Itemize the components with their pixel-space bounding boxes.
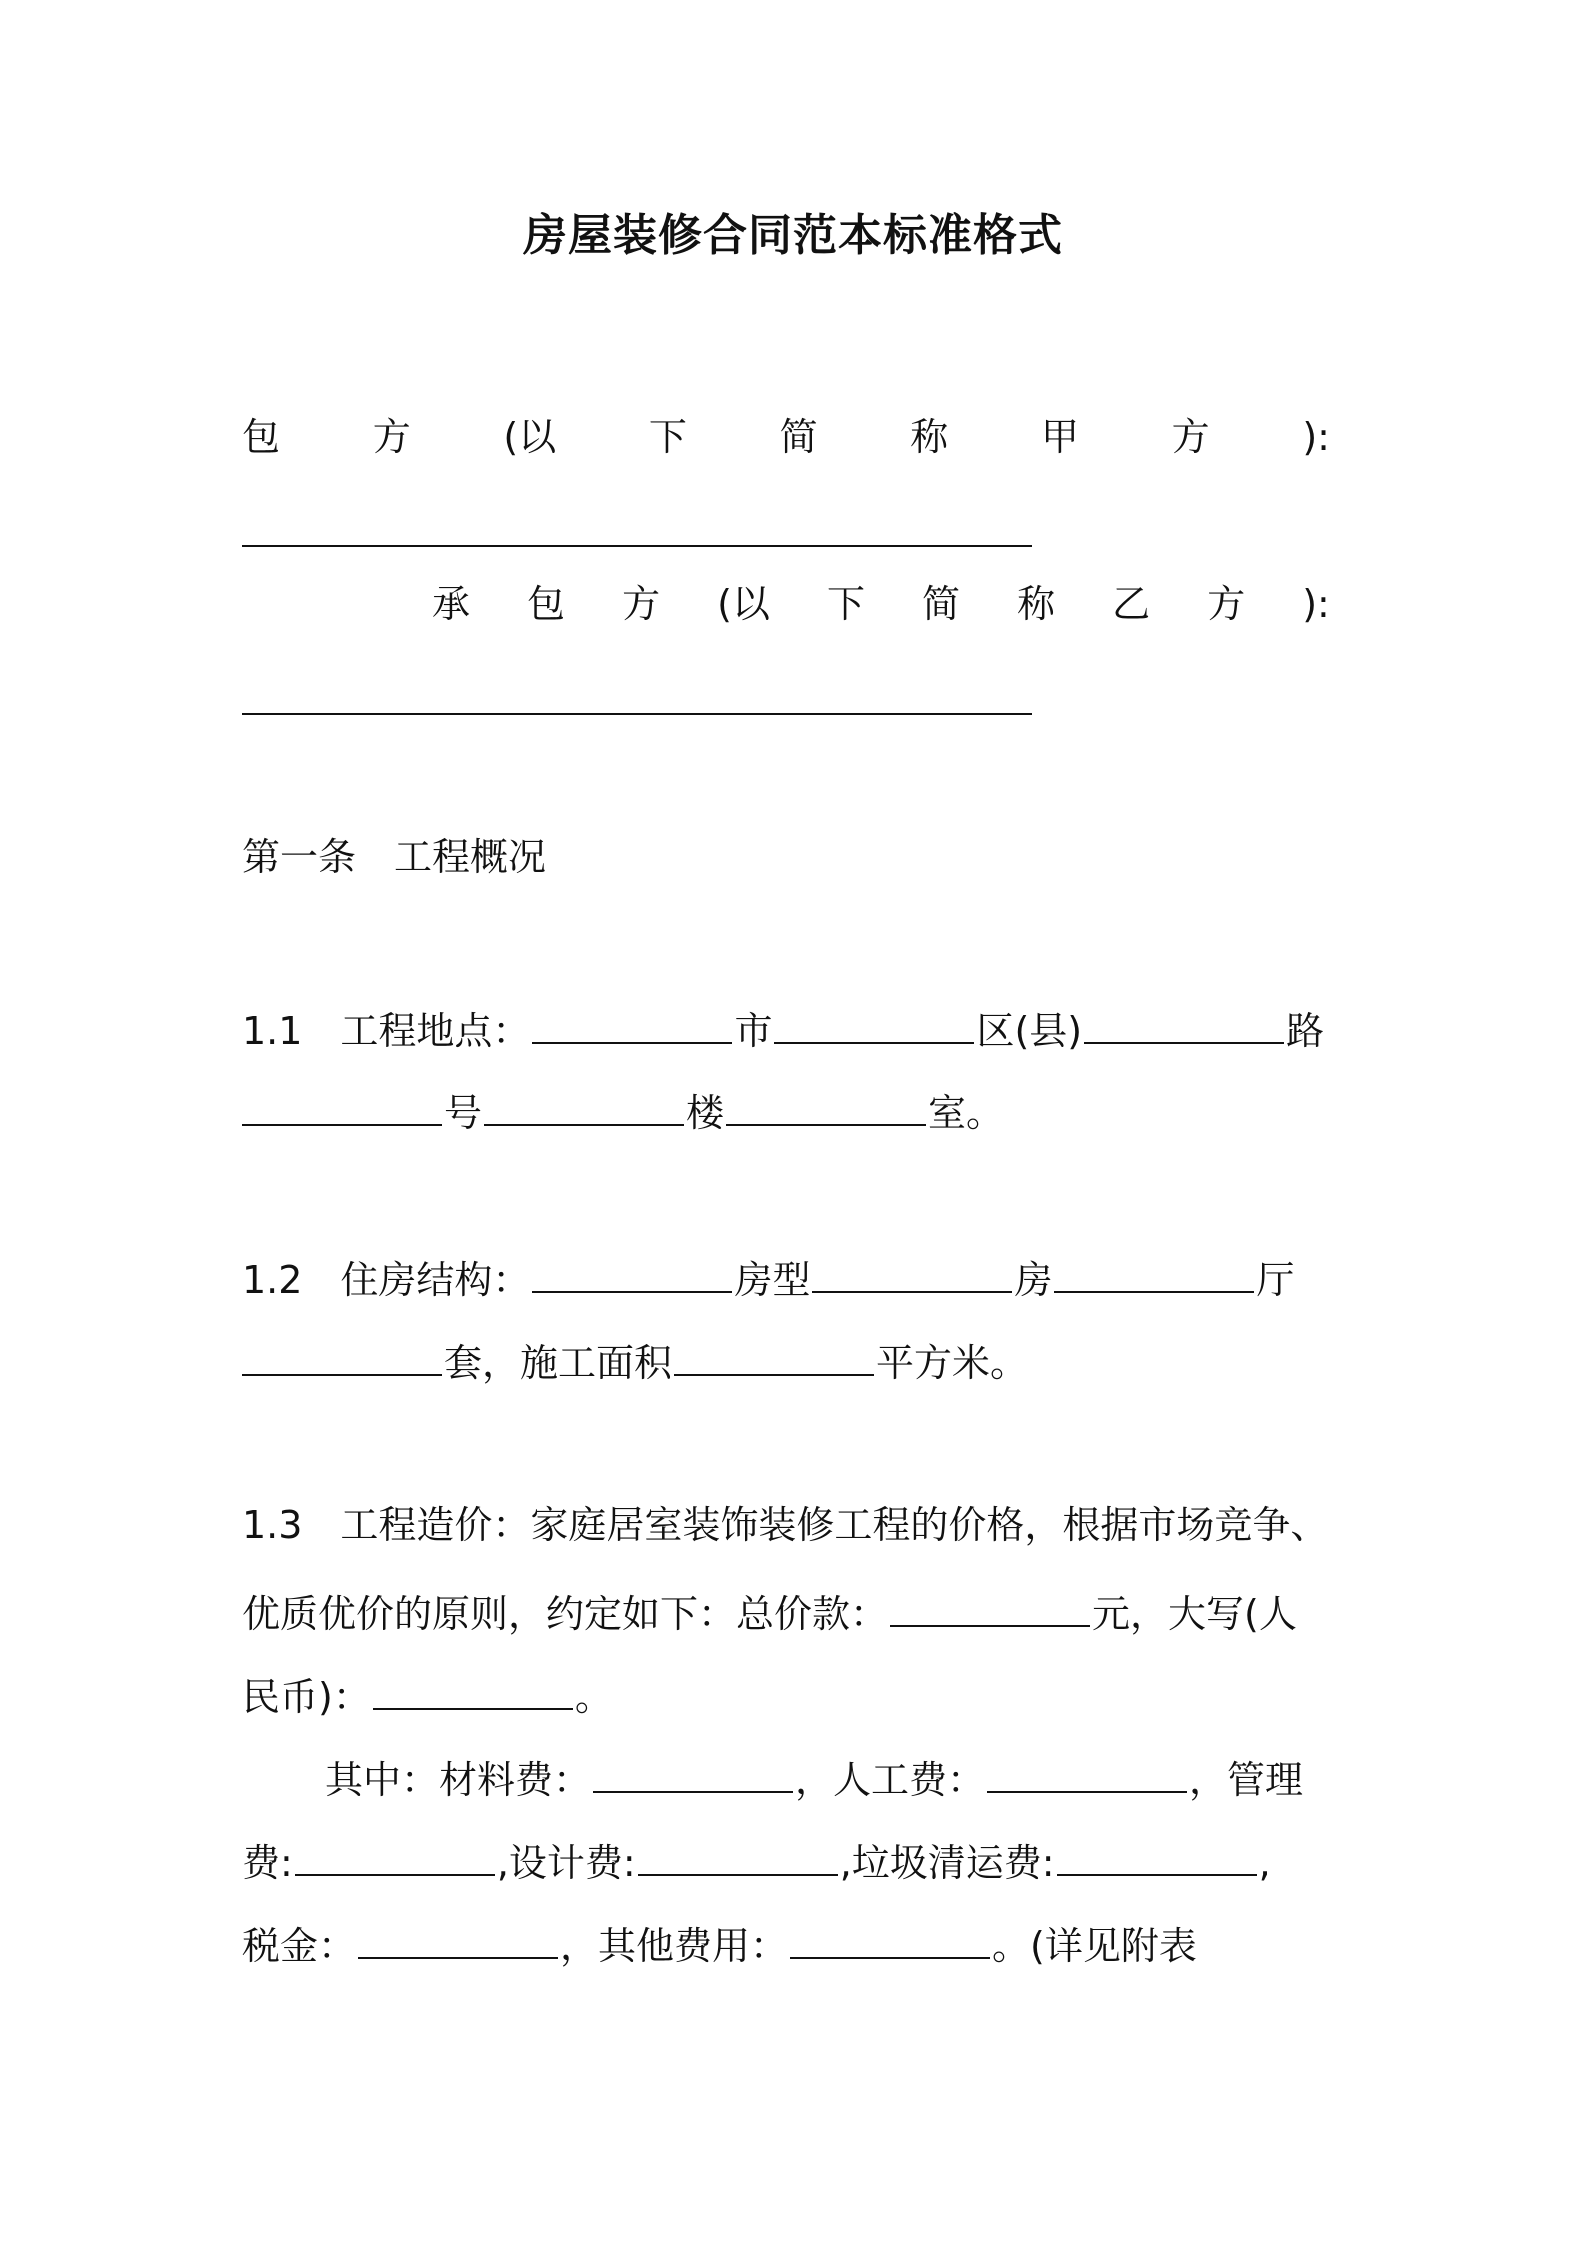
- district-label: 区(县): [976, 1009, 1083, 1053]
- party-b-char: (以: [717, 582, 770, 626]
- party-a-blank-line[interactable]: [242, 545, 1032, 547]
- party-b-label: [432, 582, 1330, 626]
- item-1-1-line-1: [242, 1006, 1325, 1053]
- item-1-3-line-2: [242, 1589, 1297, 1636]
- document-title: 房屋装修合同范本标准格式: [523, 210, 1063, 261]
- item-1-3-line-3: [242, 1672, 613, 1719]
- building-label: 楼: [686, 1091, 725, 1135]
- city-label: 市: [734, 1009, 773, 1053]
- number-label: 号: [444, 1091, 483, 1135]
- party-a-char: 方: [1171, 415, 1210, 459]
- total-price-label: 优质优价的原则，约定如下：总价款：: [242, 1592, 889, 1636]
- tax-label: 税金：: [242, 1924, 357, 1968]
- item-1-1-line-2: [242, 1088, 1005, 1135]
- party-b-char: 下: [827, 582, 866, 626]
- rooms-label: 房: [1014, 1258, 1053, 1302]
- garbage-fee-label: ,垃圾清运费:: [839, 1841, 1055, 1885]
- halls-blank[interactable]: [1054, 1255, 1254, 1293]
- party-b-char: 乙: [1112, 582, 1151, 626]
- party-a-char: 下: [648, 415, 687, 459]
- party-b-char: 简: [922, 582, 961, 626]
- type-blank[interactable]: [532, 1255, 732, 1293]
- tax-blank[interactable]: [358, 1921, 558, 1959]
- party-b-char: 承: [432, 582, 471, 626]
- item-1-2-label: 1.2 住房结构：: [242, 1258, 531, 1302]
- other-fee-blank[interactable]: [790, 1921, 990, 1959]
- item-1-3-line-1: 1.3 工程造价：家庭居室装饰装修工程的价格，根据市场竞争、: [242, 1503, 1329, 1547]
- road-blank[interactable]: [1084, 1006, 1284, 1044]
- item-1-3-line-5: [242, 1838, 1271, 1885]
- rmb-label: 民币)：: [242, 1675, 371, 1719]
- management-fee-label-part: ，管理: [1189, 1758, 1304, 1802]
- item-1-3-line-4: [325, 1755, 1304, 1802]
- party-a-char: 方: [372, 415, 411, 459]
- item-1-2-line-2: [242, 1338, 1029, 1385]
- party-a-char: 甲: [1040, 415, 1079, 459]
- type-label: 房型: [734, 1258, 811, 1302]
- design-fee-label: ,设计费:: [496, 1841, 636, 1885]
- item-1-2-line-1: [242, 1255, 1295, 1302]
- period: 。: [574, 1675, 613, 1719]
- total-price-blank[interactable]: [890, 1589, 1090, 1627]
- item-1-1-label: 1.1 工程地点：: [242, 1009, 531, 1053]
- party-a-label: [242, 415, 1330, 459]
- road-label: 路: [1286, 1009, 1325, 1053]
- room-blank[interactable]: [726, 1088, 926, 1126]
- party-b-char: 称: [1017, 582, 1056, 626]
- room-label: 室。: [928, 1091, 1005, 1135]
- party-a-char: (以: [503, 415, 557, 459]
- garbage-fee-blank[interactable]: [1057, 1838, 1257, 1876]
- party-b-char: ):: [1302, 582, 1330, 626]
- building-blank[interactable]: [484, 1088, 684, 1126]
- labor-fee-label: ，人工费：: [795, 1758, 986, 1802]
- party-b-char: 方: [622, 582, 661, 626]
- comma: ,: [1258, 1841, 1271, 1885]
- item-1-3-line-6: [242, 1921, 1197, 1968]
- material-fee-label: 其中：材料费：: [325, 1758, 592, 1802]
- area-blank[interactable]: [674, 1338, 874, 1376]
- city-blank[interactable]: [532, 1006, 732, 1044]
- rooms-blank[interactable]: [812, 1255, 1012, 1293]
- sets-blank[interactable]: [242, 1338, 442, 1376]
- management-fee-label: 费:: [242, 1841, 293, 1885]
- area-unit-label: 平方米。: [876, 1341, 1029, 1385]
- article-1-heading: 第一条 工程概况: [242, 835, 547, 879]
- see-appendix-text: 。(详见附表: [992, 1924, 1197, 1968]
- district-blank[interactable]: [774, 1006, 974, 1044]
- party-b-char: 包: [527, 582, 566, 626]
- total-price-unit: 元，大写(人: [1092, 1592, 1297, 1636]
- management-fee-blank[interactable]: [295, 1838, 495, 1876]
- rmb-capital-blank[interactable]: [373, 1672, 573, 1710]
- labor-fee-blank[interactable]: [987, 1755, 1187, 1793]
- party-a-char: ):: [1302, 415, 1330, 459]
- design-fee-blank[interactable]: [638, 1838, 838, 1876]
- material-fee-blank[interactable]: [593, 1755, 793, 1793]
- number-blank[interactable]: [242, 1088, 442, 1126]
- halls-label: 厅: [1256, 1258, 1295, 1302]
- party-a-char: 简: [779, 415, 818, 459]
- party-a-char: 包: [242, 415, 281, 459]
- party-b-char: 方: [1207, 582, 1246, 626]
- sets-label: 套，施工面积: [444, 1341, 673, 1385]
- party-b-blank-line[interactable]: [242, 713, 1032, 715]
- other-fee-label: ，其他费用：: [560, 1924, 789, 1968]
- party-a-char: 称: [910, 415, 949, 459]
